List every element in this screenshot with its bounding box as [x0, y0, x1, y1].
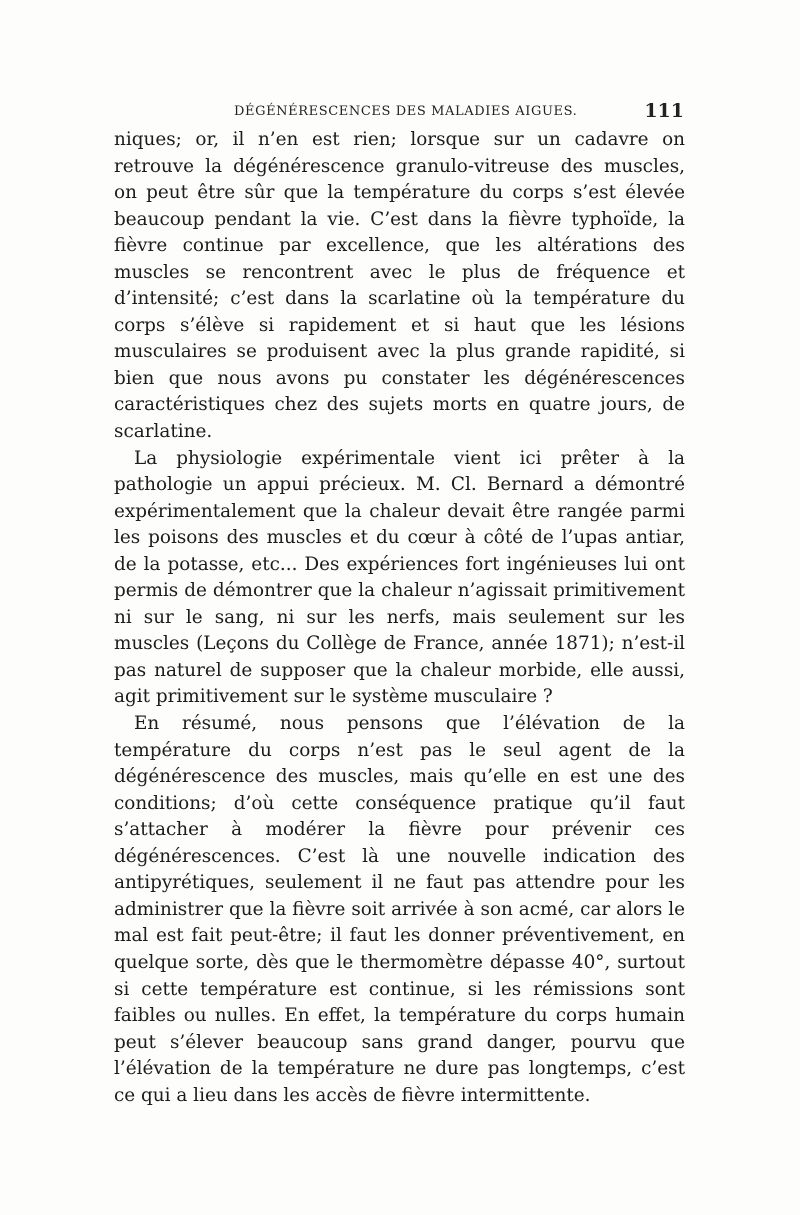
body-text [114, 127, 685, 1109]
page-number: 111 [644, 100, 684, 122]
paragraph-2: La physiologie expérimentale vient ici prêter à la pathologie un appui précieux. M. Cl. Bernard a démontré expérimentalement que la chaleur devait être rangée parmi les poisons des muscles et du cœur à côté de l’upas antiar, de la potasse, etc... Des expériences fort ingénieuses lui ont permis de démontrer que la chaleur n’agissait primitivement ni sur le sang, ni sur les nerfs, mais seulement sur les muscles (Leçons du Collège de France, année 1871); n’est-il pas naturel de supposer que la chaleur morbide, elle aussi, agit primitivement sur le système musculaire ? [114, 447, 685, 708]
running-title: DÉGÉNÉRESCENCES DES MALADIES AIGUES. [234, 104, 578, 119]
paragraph-1: niques; or, il n’en est rien; lorsque sur un cadavre on retrouve la dégénérescence granulo-vitreuse des muscles, on peut être sûr que la température du corps s’est élevée beaucoup pendant la vie. C’est dans la fièvre typhoïde, la fièvre continue par excellence, que les altérations des muscles se rencontrent avec le plus de fréquence et d’intensité; c’est dans la scarlatine où la température du corps s’élève si rapidement et si haut que les lésions musculaires se produisent avec la plus grande rapidité, si bien que nous avons pu constater les dégénérescences caractéristiques chez des sujets morts en quatre jours, de scarlatine. [114, 129, 685, 443]
running-head [114, 100, 684, 126]
paragraph-3: En résumé, nous pensons que l’élévation de la température du corps n’est pas le seul agent de la dégénérescence des muscles, mais qu’elle en est une des conditions; d’où cette conséquence pratique qu’il faut s’attacher à modérer la fièvre pour prévenir ces dégénérescences. C’est là une nouvelle indication des antipyrétiques, seulement il ne faut pas attendre pour les administrer que la fièvre soit arrivée à son acmé, car alors le mal est fait peut-être; il faut les donner préventivement, en quelque sorte, dès que le thermomètre dépasse 40°, surtout si cette température est continue, si les rémissions sont faibles ou nulles. En effet, la température du corps humain peut s’élever beaucoup sans grand danger, pourvu que l’élévation de la température ne dure pas longtemps, c’est ce qui a lieu dans les accès de fièvre intermittente. [114, 713, 685, 1106]
